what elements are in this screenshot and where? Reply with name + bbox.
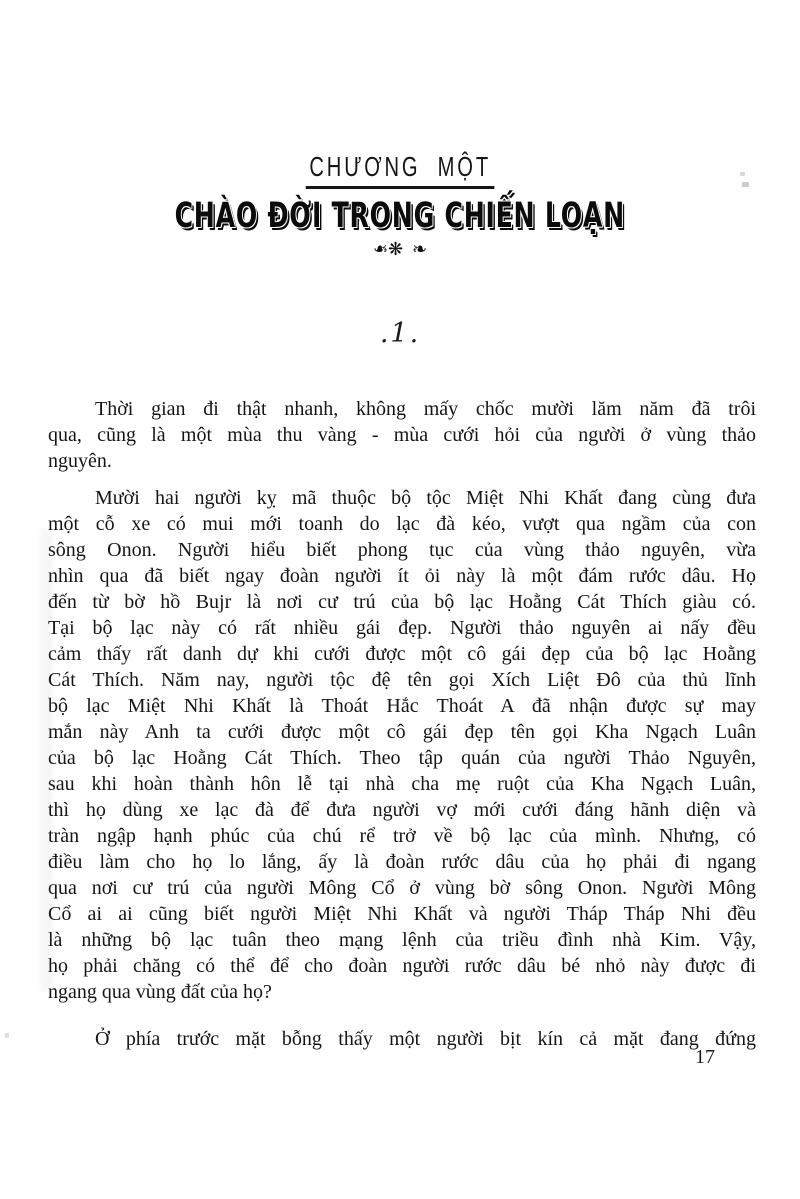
text-line: bộ lạc Miệt Nhi Khất là Thoát Hắc Thoát A đã nhận được sự may bbox=[48, 695, 756, 717]
text-line: điều làm cho họ lo lắng, ấy là đoàn rước dâu của họ phải đi ngang bbox=[48, 851, 756, 873]
text-line: họ phải chăng có thể để cho đoàn người rước dâu bé nhỏ này được đi bbox=[48, 955, 756, 977]
section-marker: .1. bbox=[379, 318, 421, 349]
text-line: đến từ bờ hồ Bujr là nơi cư trú của bộ lạc Hoằng Cát Thích giàu có. bbox=[48, 591, 756, 613]
text-line: cảm thấy rất danh dự khi cưới được một cô gái đẹp của bộ lạc Hoằng bbox=[48, 643, 756, 665]
text-line: Thời gian đi thật nhanh, không mấy chốc mười lăm năm đã trôi bbox=[95, 398, 756, 420]
text-line: nguyên. bbox=[48, 450, 112, 472]
text-line: ngang qua vùng đất của họ? bbox=[48, 981, 272, 1003]
text-line: sau khi hoàn thành hôn lễ tại nhà cha mẹ ruột của Kha Ngạch Luân, bbox=[48, 773, 756, 795]
ornament-divider bbox=[0, 241, 800, 259]
chapter-label: CHƯƠNG MỘT bbox=[306, 151, 495, 189]
text-line: là những bộ lạc tuân theo mạng lệnh của triều đình nhà Kim. Vậy, bbox=[48, 929, 756, 951]
text-line: Ở phía trước mặt bỗng thấy một người bịt kín cả mặt đang đứng bbox=[95, 1028, 756, 1050]
paragraph bbox=[48, 396, 756, 474]
text-line: Tại bộ lạc này có rất nhiều gái đẹp. Người thảo nguyên ai nấy đều bbox=[48, 617, 756, 639]
text-line: qua, cũng là một mùa thu vàng - mùa cưới hỏi của người ở vùng thảo bbox=[48, 424, 756, 446]
paragraph bbox=[48, 1026, 756, 1052]
text-line: Mười hai người kỵ mã thuộc bộ tộc Miệt Nhi Khất đang cùng đưa bbox=[95, 487, 756, 509]
chapter-title: CHÀO ĐỜI TRONG CHIẾN LOẠN bbox=[174, 196, 626, 236]
page-number: 17 bbox=[695, 1046, 715, 1068]
body-text bbox=[48, 396, 756, 1052]
floral-scroll-left-icon: ❧ bbox=[363, 239, 388, 260]
text-line: nhìn qua đã biết ngay đoàn người ít ỏi này là một đám rước dâu. Họ bbox=[48, 565, 756, 587]
text-line: sông Onon. Người hiểu biết phong tục của vùng thảo nguyên, vừa bbox=[48, 539, 756, 561]
scan-artifact bbox=[740, 172, 745, 176]
text-line: thì họ dùng xe lạc đà để đưa người vợ mới cưới đáng hãnh diện và bbox=[48, 799, 756, 821]
text-line: Cổ ai ai cũng biết người Miệt Nhi Khất và người Tháp Tháp Nhi đều bbox=[48, 903, 756, 925]
chapter-title-row bbox=[0, 196, 800, 236]
scan-artifact bbox=[5, 1033, 9, 1038]
paragraph bbox=[48, 485, 756, 1005]
text-line: qua nơi cư trú của người Mông Cổ ở vùng bờ sông Onon. Người Mông bbox=[48, 877, 756, 899]
chapter-heading bbox=[0, 151, 800, 189]
text-line: của bộ lạc Hoằng Cát Thích. Theo tập quán của người Thảo Nguyên, bbox=[48, 747, 756, 769]
floral-scroll-right-icon: ❧ bbox=[412, 239, 437, 260]
text-line: mắn này Anh ta cưới được một cô gái đẹp tên gọi Kha Ngạch Luân bbox=[48, 721, 756, 743]
text-line: một cỗ xe có mui mới toanh do lạc đà kéo, vượt qua ngầm của con bbox=[48, 513, 756, 535]
flower-star-icon: ❋ bbox=[387, 239, 413, 260]
text-line: Cát Thích. Năm nay, người tộc đệ tên gọi Xích Liệt Đô của thủ lĩnh bbox=[48, 669, 756, 691]
scan-artifact bbox=[742, 182, 749, 187]
text-line: tràn ngập hạnh phúc của chú rể trở về bộ lạc của mình. Nhưng, có bbox=[48, 825, 756, 847]
